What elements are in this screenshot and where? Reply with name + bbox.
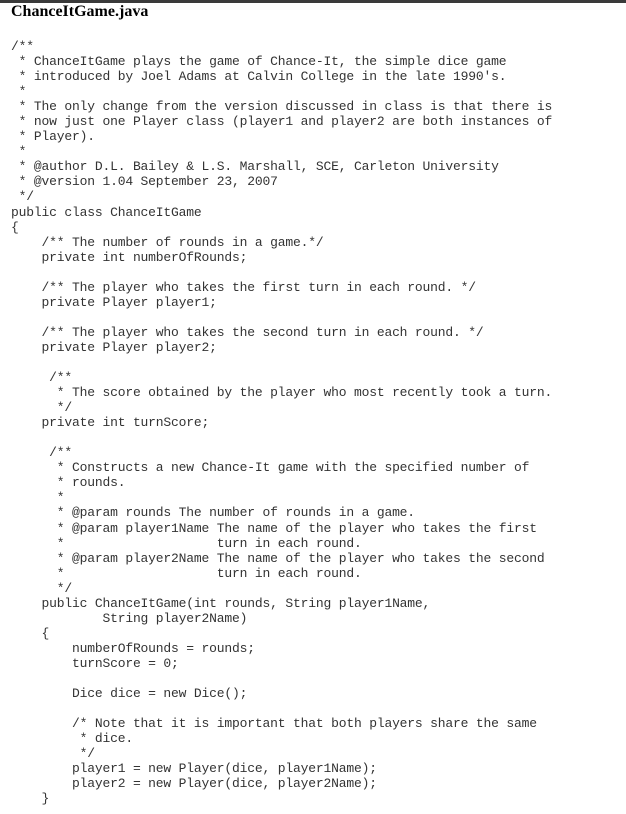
code-line: */: [11, 580, 72, 596]
code-line: String player2Name): [11, 610, 248, 626]
code-line: * @author D.L. Bailey & L.S. Marshall, SCE, Carleton University: [11, 159, 499, 175]
code-line: * now just one Player class (player1 and player2 are both instances of: [11, 114, 553, 130]
code-line: {: [11, 219, 19, 235]
code-line: * Player).: [11, 129, 95, 145]
code-line: /** The number of rounds in a game.*/: [11, 234, 324, 250]
code-line: * @param rounds The number of rounds in a game.: [11, 505, 415, 521]
code-line: [11, 701, 552, 716]
code-line: public class ChanceItGame: [11, 204, 202, 220]
code-line: }: [11, 791, 50, 807]
code-line: private int turnScore;: [11, 415, 210, 431]
code-line: Dice dice = new Dice();: [11, 686, 248, 702]
code-line: [11, 671, 552, 686]
code-line: *: [11, 144, 27, 160]
code-line: [11, 310, 552, 325]
code-line: [11, 355, 552, 370]
code-line: numberOfRounds = rounds;: [11, 640, 255, 656]
code-line: /**: [11, 39, 34, 54]
code-line: player1 = new Player(dice, player1Name);: [11, 761, 377, 777]
code-line: * @param player2Name The name of the player who takes the second: [11, 550, 545, 566]
code-line: * introduced by Joel Adams at Calvin College in the late 1990's.: [11, 69, 507, 85]
code-line: * Constructs a new Chance-It game with the specified number of: [11, 460, 530, 476]
code-line: public ChanceItGame(int rounds, String player1Name,: [11, 595, 431, 611]
code-line: [11, 430, 552, 445]
code-line: */: [11, 746, 95, 762]
code-line: private Player player2;: [11, 339, 217, 355]
code-line: /** The player who takes the second turn in each round. */: [11, 324, 484, 340]
code-line: * rounds.: [11, 475, 126, 491]
code-line: *: [11, 490, 65, 506]
code-line: /**: [11, 370, 72, 386]
code-line: /* Note that it is important that both players share the same: [11, 716, 537, 732]
code-line: * turn in each round.: [11, 535, 362, 551]
code-line: turnScore = 0;: [11, 655, 179, 671]
code-line: *: [11, 84, 27, 100]
code-line: private Player player1;: [11, 294, 217, 310]
code-line: */: [11, 400, 72, 416]
code-line: /**: [11, 445, 72, 461]
code-line: * @version 1.04 September 23, 2007: [11, 174, 278, 190]
code-block: [11, 39, 552, 806]
code-line: {: [11, 625, 50, 641]
code-line: private int numberOfRounds;: [11, 249, 248, 265]
file-title: ChanceItGame.java: [11, 3, 149, 20]
code-line: [11, 265, 552, 280]
code-line: * turn in each round.: [11, 565, 362, 581]
code-line: * The score obtained by the player who most recently took a turn.: [11, 385, 553, 401]
code-line: */: [11, 189, 34, 205]
code-line: /** The player who takes the first turn in each round. */: [11, 279, 476, 295]
code-line: * @param player1Name The name of the player who takes the first: [11, 520, 537, 536]
code-line: player2 = new Player(dice, player2Name);: [11, 776, 377, 792]
code-line: * dice.: [11, 731, 133, 747]
code-line: * ChanceItGame plays the game of Chance-It, the simple dice game: [11, 54, 507, 70]
code-line: * The only change from the version discussed in class is that there is: [11, 99, 553, 115]
